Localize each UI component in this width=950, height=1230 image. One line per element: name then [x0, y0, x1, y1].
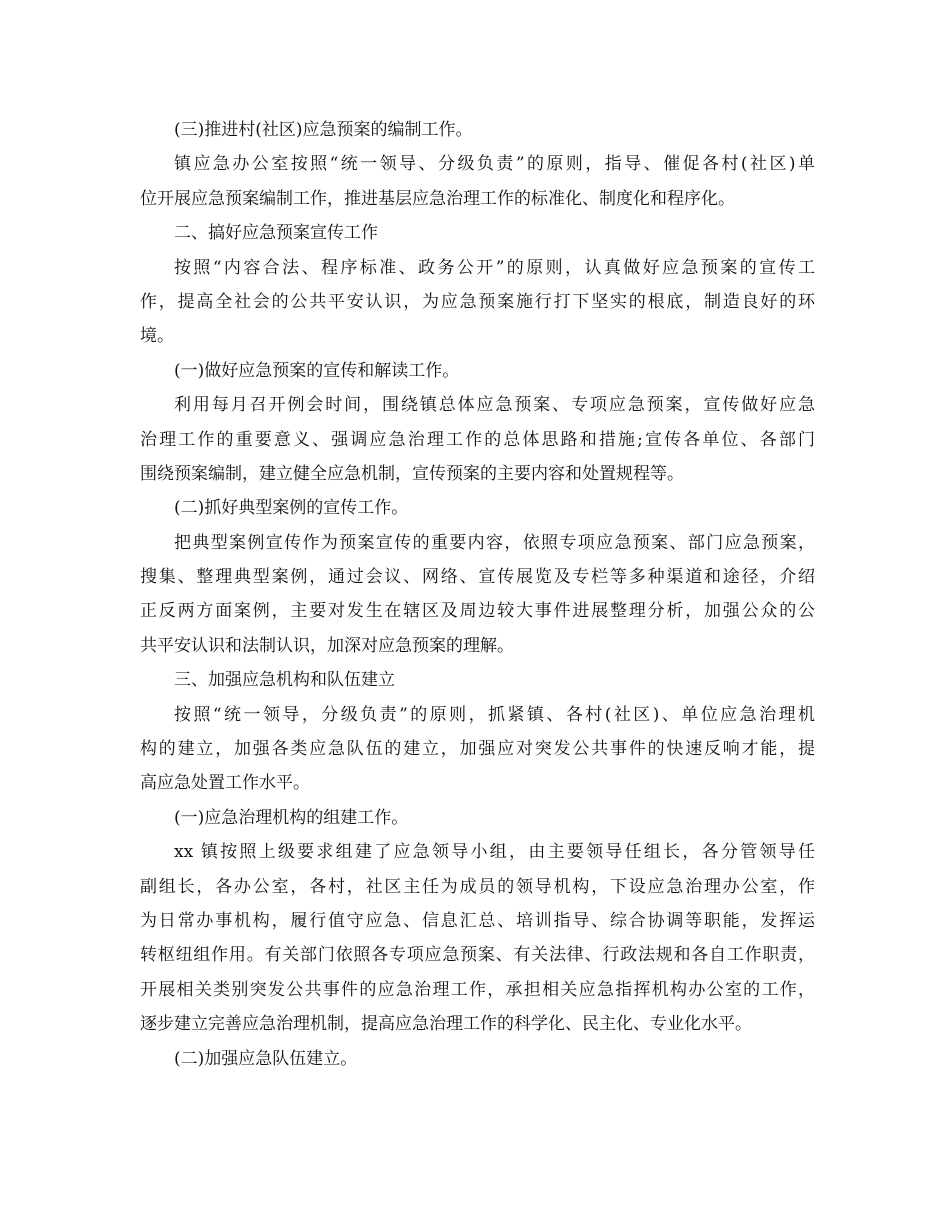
- paragraph-line: 按照“统一领导，分级负责”的原则，抓紧镇、各村(社区)、单位应急治理机: [174, 704, 815, 725]
- paragraph-line: 镇应急办公室按照“统一领导、分级负责”的原则，指导、催促各村(社区)单: [174, 154, 815, 175]
- paragraph-line: 位开展应急预案编制工作，推进基层应急治理工作的标准化、制度化和程序化。: [140, 188, 735, 209]
- paragraph-line: 开展相关类别突发公共事件的应急治理工作，承担相关应急指挥机构办公室的工作，: [140, 979, 815, 1000]
- paragraph-line: 作，提高全社会的公共平安认识，为应急预案施行打下坚实的根底，制造良好的环: [140, 291, 815, 312]
- section-heading: (二)加强应急队伍建立。: [174, 1048, 358, 1069]
- paragraph-line: 转枢纽组作用。有关部门依照各专项应急预案、有关法律、行政法规和各自工作职责，: [140, 945, 815, 966]
- paragraph-line: 利用每月召开例会时间，围绕镇总体应急预案、专项应急预案，宣传做好应急: [174, 395, 815, 416]
- section-heading: (三)推进村(社区)应急预案的编制工作。: [174, 120, 473, 140]
- paragraph-line: 围绕预案编制，建立健全应急机制，宣传预案的主要内容和处置规程等。: [140, 463, 684, 484]
- paragraph-line: 境。: [140, 326, 174, 347]
- paragraph-line: 高应急处置工作水平。: [140, 773, 310, 794]
- paragraph-line: 逐步建立完善应急治理机制，提高应急治理工作的科学化、民主化、专业化水平。: [140, 1014, 752, 1035]
- section-heading: 二、搞好应急预案宣传工作: [174, 223, 378, 244]
- paragraph-line: 搜集、整理典型案例，通过会议、网络、宣传展览及专栏等多种渠道和途径，介绍: [140, 567, 815, 588]
- paragraph-line: 按照“内容合法、程序标准、政务公开”的原则，认真做好应急预案的宣传工: [174, 257, 815, 278]
- section-heading: (一)做好应急预案的宣传和解读工作。: [174, 360, 460, 381]
- section-heading: 三、加强应急机构和队伍建立: [174, 670, 395, 691]
- paragraph-line: 正反两方面案例，主要对发生在辖区及周边较大事件进展整理分析，加强公众的公: [140, 601, 815, 622]
- paragraph-line: 构的建立，加强各类应急队伍的建立，加强应对突发公共事件的快速反响才能，提: [140, 739, 815, 760]
- paragraph-line: 副组长，各办公室，各村，社区主任为成员的领导机构，下设应急治理办公室，作: [140, 876, 815, 897]
- section-heading: (二)抓好典型案例的宣传工作。: [174, 498, 409, 519]
- section-heading: (一)应急治理机构的组建工作。: [174, 807, 409, 828]
- paragraph-line: 共平安认识和法制认识，加深对应急预案的理解。: [140, 635, 514, 656]
- paragraph-line: 为日常办事机构，履行值守应急、信息汇总、培训指导、综合协调等职能，发挥运: [140, 910, 815, 931]
- paragraph-line: xx 镇按照上级要求组建了应急领导小组，由主要领导任组长，各分管领导任: [174, 842, 815, 863]
- paragraph-line: 治理工作的重要意义、强调应急治理工作的总体思路和措施;宣传各单位、各部门: [140, 429, 815, 450]
- document-body: [140, 113, 815, 1076]
- paragraph-line: 把典型案例宣传作为预案宣传的重要内容，依照专项应急预案、部门应急预案，: [174, 532, 815, 553]
